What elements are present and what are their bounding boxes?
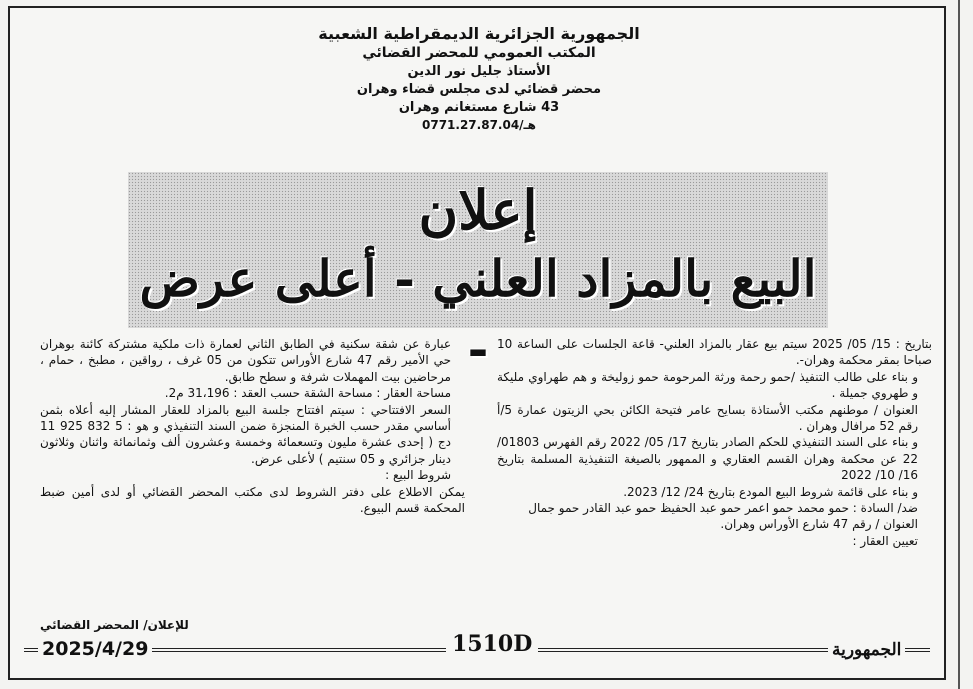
paragraph-opening-price: السعر الافتتاحي : سيتم افتتاح جلسة البيع بالمزاد للعقار المشار إليه أعلاه بثمن أساسي مقدر حسب الخبرة المنجزة ضمن السند التنفيذي و هو : 5 832 925 11 دج ( إحدى عشرة مليون وتسعمائة وخمسة وعشرون ألف وثمانمائة واثنان وثلاثون دينار جزائري و 05 سنتيم ) لأعلى عرض.: [40, 402, 451, 466]
bailiff-court: محضر قضائي لدى مجلس قضاء وهران: [356, 82, 602, 97]
office-name: المكتب العمومي للمحضر القضائي: [362, 45, 596, 61]
paragraph-applicant-address: العنوان / موطنهم مكتب الأستاذة بسايح عامر فتيحة الكائن بحي الزيتون عمارة 5/أ رقم 52 مرافال وهران .: [497, 402, 918, 434]
announcement-code: 1510D: [446, 631, 538, 657]
letterhead: [10, 24, 948, 133]
left-column: [40, 336, 465, 516]
announcement-frame: [8, 6, 946, 680]
banner-subtitle: البيع بالمزاد العلني - أعلى عرض -: [139, 249, 817, 378]
paragraph-defendants-address: العنوان / رقم 47 شارع الأوراس وهران.: [720, 517, 918, 532]
bailiff-name: الأستاذ جليل نور الدين: [407, 64, 551, 79]
paragraph-sale-conditions-heading: شروط البيع :: [385, 468, 451, 483]
paragraph-property-description: عبارة عن شقة سكنية في الطابق الثاني لعمارة ذات ملكية مشتركة كائنة بوهران حي الأمير رقم 47 شارع الأوراس تتكون من 05 غرف ، رواقين ، مطبخ ، حمام ، مرحاضين بيت المهملات شرفة و سطح طابق.: [40, 337, 452, 384]
paragraph-property-heading: تعيين العقار :: [852, 533, 918, 548]
publication-date: 2025/4/29: [38, 638, 152, 660]
right-column: [497, 336, 932, 549]
office-address: 43 شارع مستغانم وهران: [398, 100, 560, 115]
paragraph-sale-conditions: يمكن الاطلاع على دفتر الشروط لدى مكتب المحضر القضائي أو لدى أمين ضبط المحكمة قسم البيوع.: [40, 484, 465, 516]
paragraph-property-area: مساحة العقار : مساحة الشقة حسب العقد : 31،196 م2.: [164, 386, 451, 401]
republic-title: الجمهورية الجزائرية الديمقراطية الشعبية: [318, 24, 640, 43]
paragraph-defendants: ضد/ السادة : حمو محمد حمو اعمر حمو عبد الحفيظ حمو عبد القادر حمو جمال: [528, 501, 918, 516]
footer-bar: [10, 630, 948, 670]
office-phone: هـ/0771.27.87.04: [422, 118, 536, 132]
paragraph-enforcement-title: و بناء على السند التنفيذي للحكم الصادر بتاريخ 17/ 05/ 2022 رقم الفهرس 01803/ 22 عن محكمة وهران القسم العقاري و الممهور بالصيغة التنفيذية المسلمة بتاريخ 16/ 10/ 2022: [497, 435, 919, 483]
signature: للإعلان/ المحضر القضائي: [40, 618, 189, 632]
page-edge-rule: [958, 0, 960, 689]
paragraph-conditions-list: و بناء على قائمة شروط البيع المودع بتاريخ 24/ 12/ 2023.: [623, 484, 918, 499]
newspaper-logo: الجمهورية: [828, 640, 905, 660]
banner-title: إعلان: [418, 178, 538, 242]
paragraph-applicant: و بناء على طالب التنفيذ /حمو رحمة ورثة المرحومة حمو زوليخة و هم طهراوي مليكة و طهروي جميلة .: [497, 369, 918, 401]
paragraph-sale-date: بتاريخ : 15/ 05/ 2025 سيتم بيع عقار بالمزاد العلني- قاعة الجلسات على الساعة 10 صباحا بمقر محكمة وهران-.: [497, 337, 933, 368]
